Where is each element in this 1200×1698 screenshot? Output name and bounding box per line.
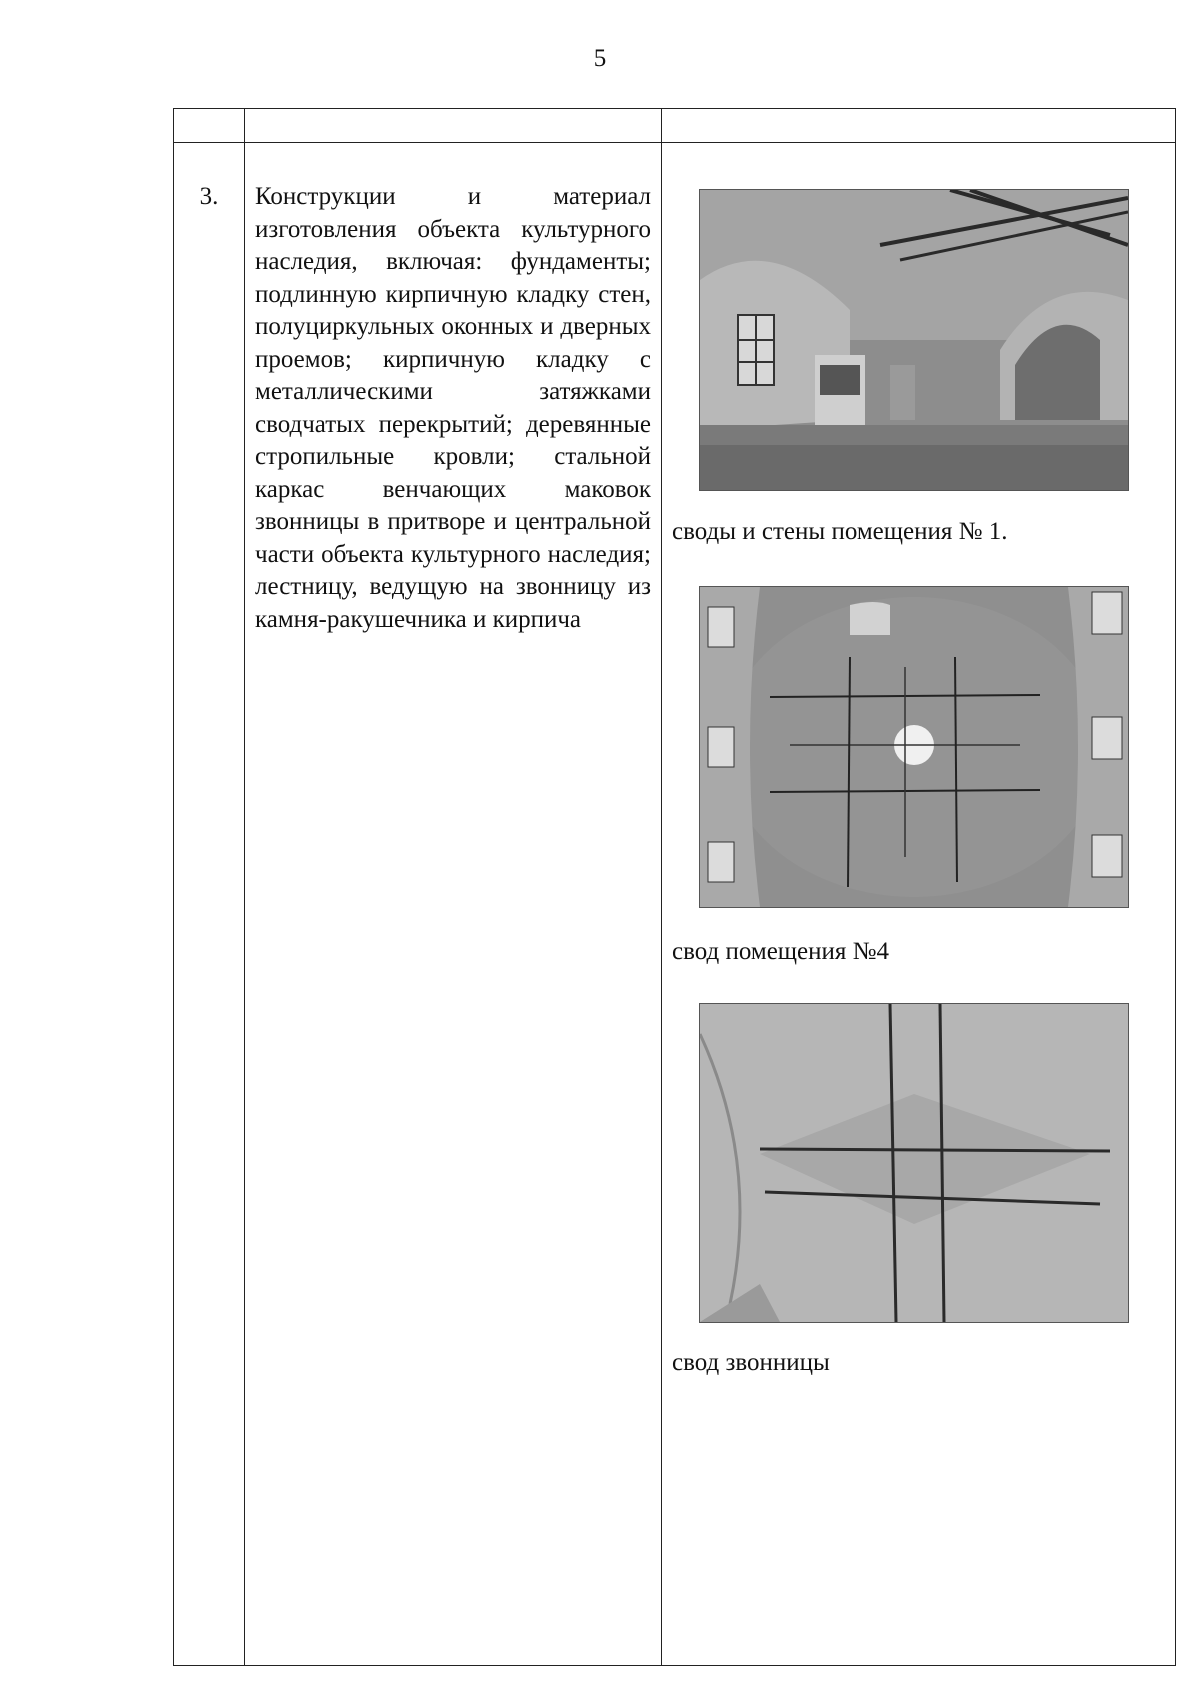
description-text: Конструкции и материал изготовления объекта культурного наследия, включая: фундаменты; подлинную кирпичную кладку стен, полуциркульных оконных и дверных проемов; кирпичную кладку с металлическими затяжками сводчатых перекрытий; деревянные стропильные кровли; стальной каркас венчающих маковок звонницы в притворе и центральной части объекта культурного наследия; лестницу, ведущую на звонницу из камня-ракушечника и кирпича (255, 183, 651, 633)
header-cell-1 (174, 109, 245, 143)
page-number: 5 (593, 45, 607, 72)
photo-3-caption: свод звонницы (672, 1349, 830, 1376)
photo-belfry-vault (699, 1003, 1129, 1323)
table-header-row (174, 109, 1176, 143)
photo-1-caption: своды и стены помещения № 1. (672, 518, 1008, 545)
photo-2-caption: свод помещения №4 (672, 938, 890, 965)
table-row (174, 143, 1176, 1666)
description-cell (245, 143, 662, 1666)
hall-interior-image (700, 190, 1128, 490)
belfry-vault-image (700, 1004, 1128, 1322)
header-cell-3 (662, 109, 1176, 143)
header-cell-2 (245, 109, 662, 143)
vault-room-4-image (700, 587, 1128, 907)
row-index: 3. (174, 143, 245, 1666)
heritage-table (173, 108, 1176, 1666)
photo-hall-interior (699, 189, 1129, 491)
photo-cell (662, 143, 1176, 1666)
photo-vault-room-4 (699, 586, 1129, 908)
